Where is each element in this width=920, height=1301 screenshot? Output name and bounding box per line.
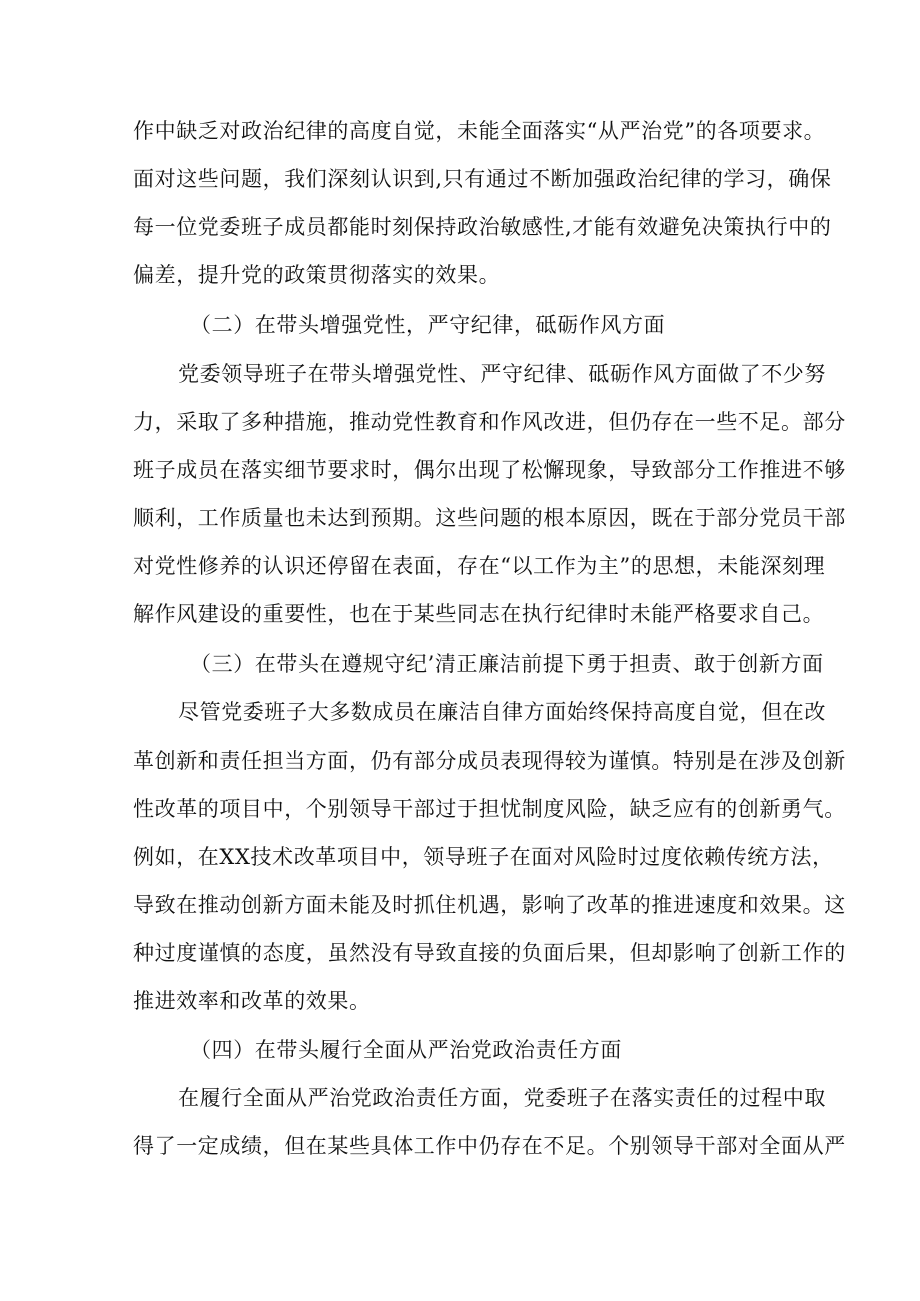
body-text-line: 例如，在XX技术改革项目中，领导班子在面对风险时过度依赖传统方法， bbox=[133, 845, 834, 869]
body-text-line: 得了一定成绩，但在某些具体工作中仍存在不足。个别领导干部对全面从严 bbox=[133, 1134, 846, 1158]
section-heading: （二）在带头增强党性，严守纪律，砥砺作风方面 bbox=[190, 313, 666, 337]
body-text-line: 对党性修养的认识还停留在表面，存在“以工作为主”的思想，未能深刻理 bbox=[133, 554, 826, 578]
body-text-line: 推进效率和改革的效果。 bbox=[133, 989, 371, 1013]
section-heading: （四）在带头履行全面从严治党政治责任方面 bbox=[190, 1038, 622, 1062]
body-text-line: 革创新和责任担当方面，仍有部分成员表现得较为谨慎。特别是在涉及创新 bbox=[133, 749, 846, 773]
body-text-line: 面对这些问题，我们深刻认识到,只有通过不断加强政治纪律的学习，确保 bbox=[133, 167, 832, 191]
body-text-line: 班子成员在落实细节要求时，偶尔出现了松懈现象，导致部分工作推进不够 bbox=[133, 458, 846, 482]
body-text-line: 顺利，工作质量也未达到预期。这些问题的根本原因，既在于部分党员干部 bbox=[133, 506, 846, 530]
paragraph-first-line: 党委领导班子在带头增强党性、严守纪律、砥砺作风方面做了不少努 bbox=[178, 362, 826, 386]
body-text-line: 力，采取了多种措施，推动党性教育和作风改进，但仍存在一些不足。部分 bbox=[133, 410, 846, 434]
body-text-line: 作中缺乏对政治纪律的高度自觉，未能全面落实“从严治党”的各项要求。 bbox=[133, 119, 826, 143]
body-text-line: 导致在推动创新方面未能及时抓住机遇，影响了改革的推进速度和效果。这 bbox=[133, 893, 846, 917]
body-text-line: 种过度谨慎的态度，虽然没有导致直接的负面后果，但却影响了创新工作的 bbox=[133, 941, 846, 965]
body-text-line: 性改革的项目中，个别领导干部过于担忧制度风险，缺乏应有的创新勇气。 bbox=[133, 797, 846, 821]
section-heading: （三）在带头在遵规守纪’清正廉洁前提下勇于担责、敢于创新方面 bbox=[190, 652, 824, 676]
paragraph-first-line: 在履行全面从严治党政治责任方面，党委班子在落实责任的过程中取 bbox=[178, 1086, 826, 1110]
body-text-line: 每一位党委班子成员都能时刻保持政治敏感性,才能有效避免决策执行中的 bbox=[133, 215, 832, 239]
body-text-line: 解作风建设的重要性，也在于某些同志在执行纪律时未能严格要求自己。 bbox=[133, 602, 825, 626]
body-text-line: 偏差，提升党的政策贯彻落实的效果。 bbox=[133, 263, 501, 287]
paragraph-first-line: 尽管党委班子大多数成员在廉洁自律方面始终保持高度自觉，但在改 bbox=[178, 700, 826, 724]
